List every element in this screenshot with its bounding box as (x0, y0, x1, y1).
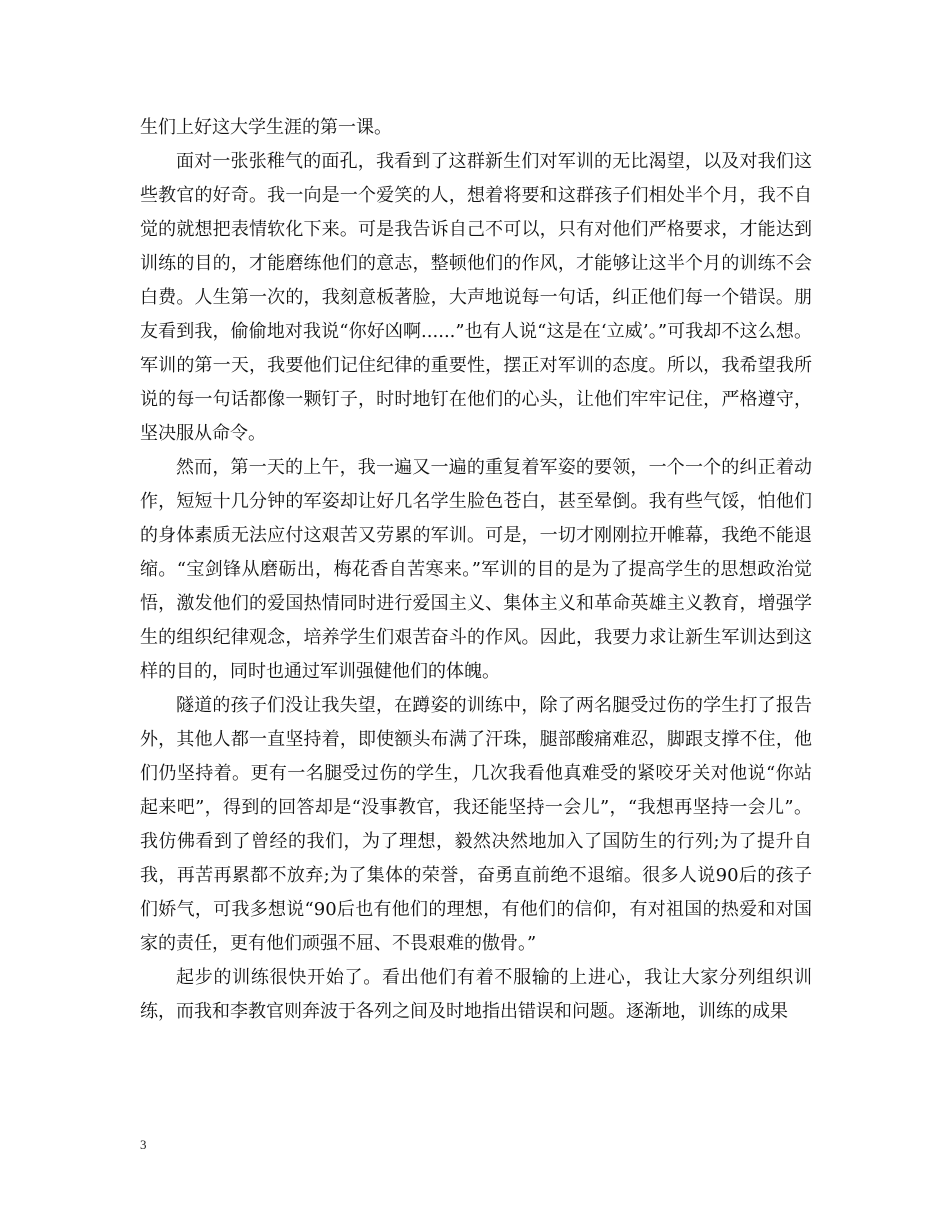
document-body (140, 111, 812, 1029)
page-number: 3 (140, 1137, 147, 1152)
paragraph-continued: 生们上好这大学生涯的第一课。 (140, 117, 392, 138)
paragraph-squat-training: 隧道的孩子们没让我失望，在蹲姿的训练中，除了两名腿受过伤的学生打了报告外，其他人都一直坚持着，即使额头布满了汗珠，腿部酸痛难忍，脚跟支撑不住，他们仍坚持着。更有一名腿受过伤的学生，几次我看他真难受的紧咬牙关对他说“你站起来吧”，得到的回答却是“没事教官，我还能坚持一会儿”，“我想再坚持一会儿”。我仿佛看到了曾经的我们，为了理想，毅然决然地加入了国防生的行列;为了提升自我，再苦再累都不放弃;为了集体的荣誉，奋勇直前绝不退缩。很多人说90后的孩子们娇气，可我多想说“90后也有他们的理想，有他们的信仰，有对祖国的热爱和对国家的责任，更有他们顽强不屈、不畏艰难的傲骨。” (140, 695, 812, 954)
paragraph-facing-new-students: 面对一张张稚气的面孔，我看到了这群新生们对军训的无比渴望，以及对我们这些教官的好奇。我一向是一个爱笑的人，想着将要和这群孩子们相处半个月，我不自觉的就想把表情软化下来。可是我告诉自己不可以，只有对他们严格要求，才能达到训练的目的，才能磨练他们的意志，整顿他们的作风，才能够让这半个月的训练不会白费。人生第一次的，我刻意板著脸，大声地说每一句话，纠正他们每一个错误。朋友看到我，偷偷地对我说“你好凶啊......”也有人说“这是在‘立威’。”可我却不这么想。军训的第一天，我要他们记住纪律的重要性，摆正对军训的态度。所以，我希望我所说的每一句话都像一颗钉子，时时地钉在他们的心头，让他们牢牢记住，严格遵守，坚决服从命令。 (140, 151, 812, 444)
paragraph-marching-training: 起步的训练很快开始了。看出他们有着不服输的上进心，我让大家分列组织训练，而我和李教官则奔波于各列之间及时地指出错误和问题。逐渐地，训练的成果 (140, 967, 812, 1022)
paragraph-first-day-morning: 然而，第一天的上午，我一遍又一遍的重复着军姿的要领，一个一个的纠正着动作，短短十几分钟的军姿却让好几名学生脸色苍白，甚至晕倒。我有些气馁，怕他们的身体素质无法应付这艰苦又劳累的军训。可是，一切才刚刚拉开帷幕，我绝不能退缩。“宝剑锋从磨砺出，梅花香自苦寒来。”军训的目的是为了提高学生的思想政治觉悟，激发他们的爱国热情同时进行爱国主义、集体主义和革命英雄主义教育，增强学生的组织纪律观念，培养学生们艰苦奋斗的作风。因此，我要力求让新生军训达到这样的目的，同时也通过军训强健他们的体魄。 (140, 457, 812, 682)
